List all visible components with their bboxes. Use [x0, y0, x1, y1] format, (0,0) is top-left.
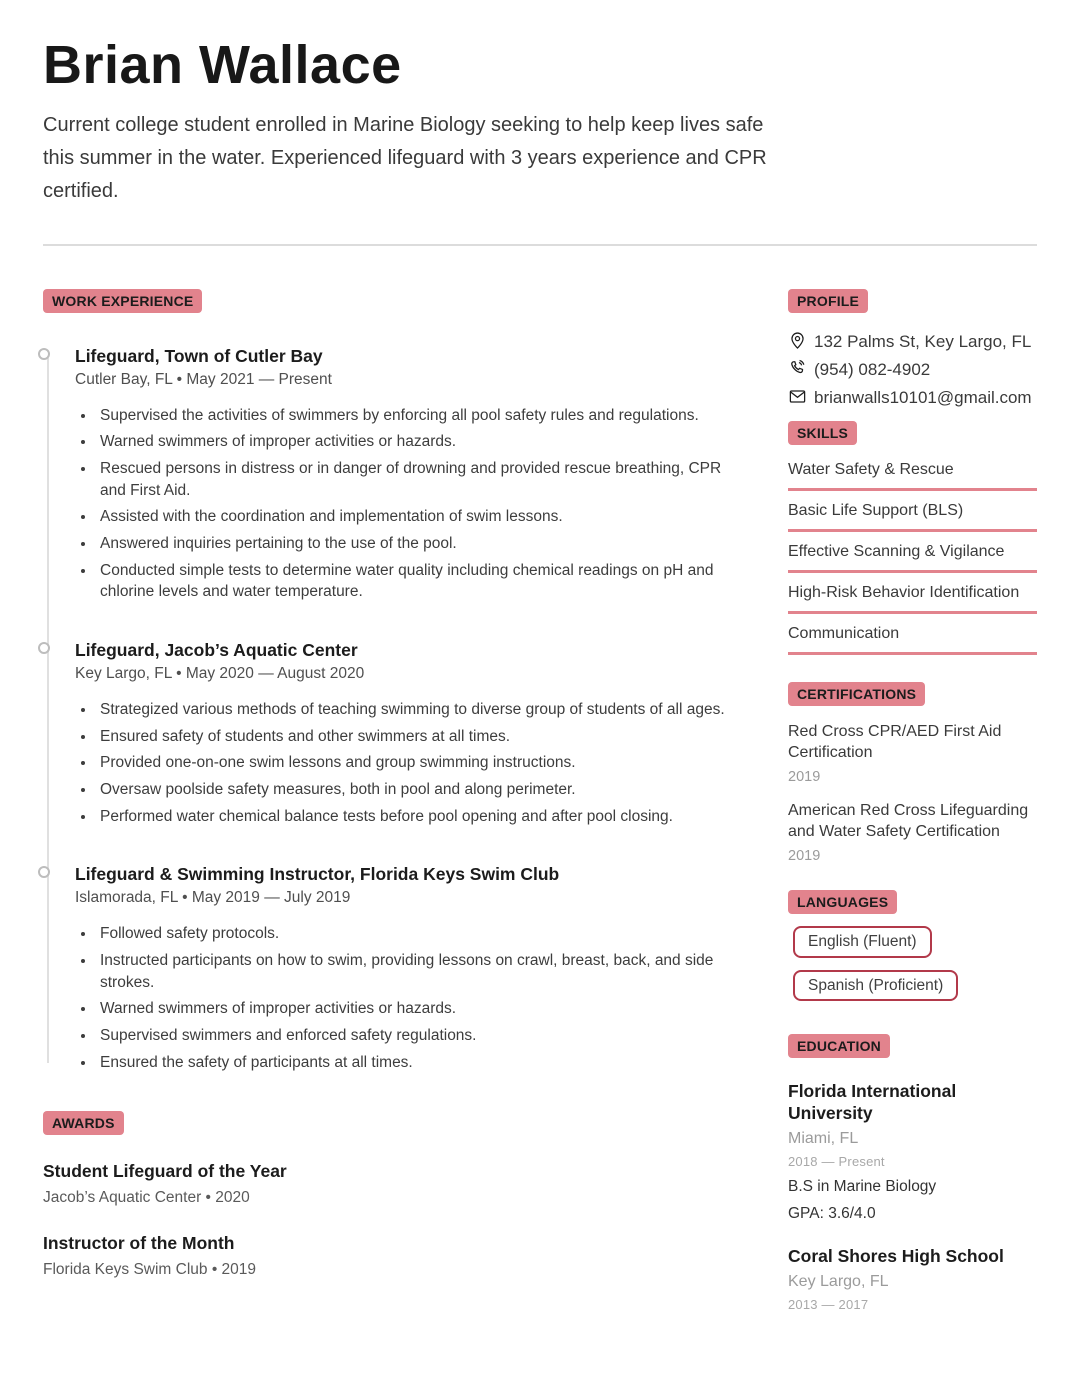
- job-bullet-list: [75, 923, 745, 1073]
- skill-item: Water Safety & Rescue: [788, 461, 1037, 491]
- school-location: Miami, FL: [788, 1129, 859, 1147]
- language-row: [788, 914, 1037, 958]
- address-text: 132 Palms St, Key Largo, FL: [814, 331, 1032, 351]
- award-entry: [43, 1233, 745, 1279]
- work-experience-section: [43, 289, 745, 313]
- award-meta: Florida Keys Swim Club • 2019: [43, 1261, 257, 1279]
- job-bullet: • Conducted simple tests to determine water quality including chemical readings on pH and chlorine levels and water temperature.: [96, 560, 745, 603]
- job-title: Lifeguard, Town of Cutler Bay: [75, 345, 323, 366]
- page-title: Brian Wallace: [43, 35, 402, 95]
- school-entry: [788, 1246, 1037, 1312]
- job-bullet: • Answered inquiries pertaining to the use of the pool.: [96, 533, 745, 555]
- job-title: Lifeguard & Swimming Instructor, Florida Keys Swim Club: [75, 864, 560, 885]
- contact-block: [788, 329, 1037, 412]
- email-row: [788, 385, 1037, 411]
- job-bullet: • Assisted with the coordination and implementation of swim lessons.: [96, 506, 745, 528]
- skill-item: High-Risk Behavior Identification: [788, 584, 1037, 614]
- job-bullet: • Strategized various methods of teaching swimming to diverse group of students of all ages.: [96, 699, 745, 721]
- section-badge-education: EDUCATION: [788, 1034, 890, 1058]
- job-bullet: • Ensured safety of students and other swimmers at all times.: [96, 726, 745, 748]
- section-badge-languages: LANGUAGES: [788, 890, 897, 914]
- section-badge-certifications: CERTIFICATIONS: [788, 682, 925, 706]
- timeline-dot-icon: [38, 348, 50, 360]
- location-pin-icon: [788, 331, 807, 350]
- phone-text: (954) 082-4902: [814, 360, 931, 380]
- language-row: [788, 958, 1037, 1002]
- job-bullet: • Instructed participants on how to swim, providing lessons on crawl, breast, back, and side strokes.: [96, 950, 745, 993]
- job-entry: [75, 346, 745, 603]
- language-pill: English (Fluent): [793, 926, 932, 958]
- school-dates: 2013 — 2017: [788, 1297, 869, 1313]
- certification-year: 2019: [788, 769, 821, 786]
- school-name: Coral Shores High School: [788, 1245, 1004, 1266]
- divider: [43, 244, 1037, 246]
- phone-icon: [788, 359, 807, 378]
- school-location: Key Largo, FL: [788, 1273, 889, 1291]
- content-columns: [43, 289, 1037, 1313]
- award-entry: [43, 1161, 745, 1207]
- skill-item: Effective Scanning & Vigilance: [788, 543, 1037, 573]
- timeline-dot-icon: [38, 866, 50, 878]
- email-text: brianwalls10101@gmail.com: [814, 388, 1032, 408]
- job-bullet: • Rescued persons in distress or in danger of drowning and provided rescue breathing, CPR and First Aid.: [96, 458, 745, 501]
- job-bullet: • Ensured the safety of participants at all times.: [96, 1052, 745, 1074]
- job-meta: Key Largo, FL • May 2020 — August 2020: [75, 665, 365, 683]
- job-bullet: • Followed safety protocols.: [96, 923, 745, 945]
- job-bullet: • Provided one-on-one swim lessons and group swimming instructions.: [96, 752, 745, 774]
- section-badge-work-experience: WORK EXPERIENCE: [43, 289, 202, 313]
- award-meta: Jacob’s Aquatic Center • 2020: [43, 1189, 250, 1207]
- skill-item: Communication: [788, 625, 1037, 655]
- timeline-dot-icon: [38, 642, 50, 654]
- school-gpa: GPA: 3.6/4.0: [788, 1204, 876, 1222]
- school-dates: 2018 — Present: [788, 1153, 885, 1169]
- job-entry: [75, 864, 745, 1073]
- certification-entry: [788, 721, 1037, 785]
- award-title: Instructor of the Month: [43, 1233, 235, 1254]
- school-entry: [788, 1081, 1037, 1223]
- certification-entry: [788, 800, 1037, 864]
- section-badge-awards: AWARDS: [43, 1111, 124, 1135]
- job-title: Lifeguard, Jacob’s Aquatic Center: [75, 640, 358, 661]
- job-entry: [75, 640, 745, 827]
- award-title: Student Lifeguard of the Year: [43, 1161, 287, 1182]
- skills-list: [788, 461, 1037, 655]
- work-timeline: [43, 346, 745, 1074]
- school-degree: B.S in Marine Biology: [788, 1177, 937, 1195]
- mail-icon: [788, 387, 807, 406]
- section-badge-profile: PROFILE: [788, 289, 868, 313]
- certification-name: Red Cross CPR/AED First Aid Certification: [788, 722, 1002, 761]
- sidebar-column: [788, 289, 1037, 1313]
- main-column: [43, 289, 745, 1313]
- section-badge-skills: SKILLS: [788, 421, 857, 445]
- certification-name: American Red Cross Lifeguarding and Water Safety Certification: [788, 802, 1029, 841]
- job-bullet: • Oversaw poolside safety measures, both in pool and along perimeter.: [96, 779, 745, 801]
- summary-text: Current college student enrolled in Marine Biology seeking to help keep lives safe this summer in the water. Experienced lifeguard with 3 years experience and CPR certified.: [43, 114, 767, 202]
- job-meta: Islamorada, FL • May 2019 — July 2019: [75, 889, 351, 907]
- certification-year: 2019: [788, 848, 821, 865]
- school-name: Florida International University: [788, 1081, 957, 1123]
- job-bullet: • Supervised the activities of swimmers by enforcing all pool safety rules and regulations.: [96, 405, 745, 427]
- awards-section: [43, 1111, 745, 1279]
- job-bullet: • Performed water chemical balance tests before pool opening and after pool closing.: [96, 806, 745, 828]
- job-bullet-list: [75, 699, 745, 827]
- job-meta: Cutler Bay, FL • May 2021 — Present: [75, 370, 332, 388]
- language-pill: Spanish (Proficient): [793, 970, 958, 1002]
- job-bullet-list: [75, 405, 745, 604]
- address-row: [788, 329, 1037, 355]
- phone-row: [788, 357, 1037, 383]
- job-bullet: • Supervised swimmers and enforced safety regulations.: [96, 1025, 745, 1047]
- job-bullet: • Warned swimmers of improper activities or hazards.: [96, 431, 745, 453]
- job-bullet: • Warned swimmers of improper activities or hazards.: [96, 998, 745, 1020]
- skill-item: Basic Life Support (BLS): [788, 502, 1037, 532]
